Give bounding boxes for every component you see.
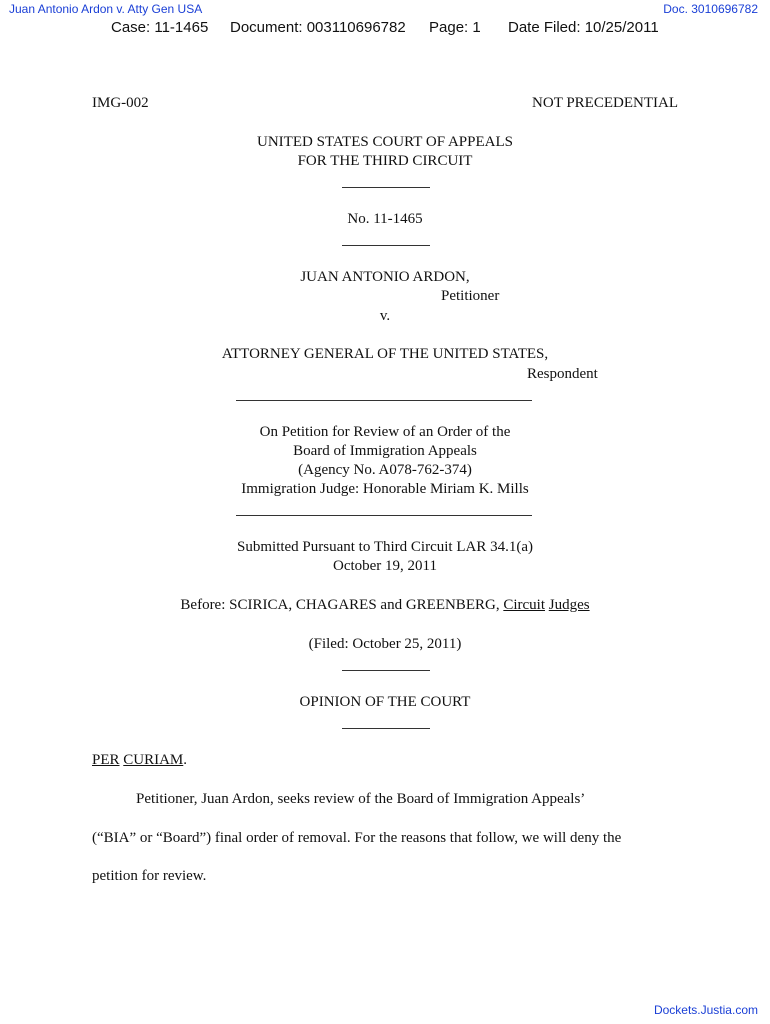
dockets-justia-link[interactable]: Dockets.Justia.com <box>653 1003 758 1017</box>
divider-rule <box>342 187 430 188</box>
date-filed-stamp: Date Filed: 10/25/2011 <box>508 19 659 36</box>
page-stamp: Page: 1 <box>429 19 481 36</box>
document-stamp: Document: 003110696782 <box>230 19 406 36</box>
court-name-line1: UNITED STATES COURT OF APPEALS <box>257 134 513 150</box>
submitted-date: October 19, 2011 <box>332 558 437 574</box>
circuit-word: Circuit <box>503 597 545 613</box>
petitioner-name: JUAN ANTONIO ARDON, <box>300 269 470 285</box>
divider-rule <box>342 670 430 671</box>
divider-rule <box>342 245 430 246</box>
opinion-title: OPINION OF THE COURT <box>299 694 471 710</box>
review-line4: Immigration Judge: Honorable Miriam K. Mills <box>241 481 529 497</box>
doc-number-link[interactable]: Doc. 3010696782 <box>663 2 758 16</box>
per-word: PER <box>92 752 120 768</box>
divider-rule <box>236 515 532 516</box>
judges-word: Judges <box>548 597 590 613</box>
submitted-line1: Submitted Pursuant to Third Circuit LAR 34.1(a) <box>237 539 533 555</box>
case-title-link[interactable]: Juan Antonio Ardon v. Atty Gen USA <box>9 2 203 16</box>
panel-judges <box>0 597 770 614</box>
docket-number: No. 11-1465 <box>347 211 423 227</box>
respondent-role: Respondent <box>527 366 598 382</box>
case-stamp: Case: 11-1465 <box>111 19 209 36</box>
body-line1: Petitioner, Juan Ardon, seeks review of the Board of Immigration Appeals’ <box>136 791 586 807</box>
court-name-line2: FOR THE THIRD CIRCUIT <box>297 153 473 169</box>
body-line3: petition for review. <box>92 868 207 884</box>
divider-rule <box>342 728 430 729</box>
divider-rule <box>236 400 532 401</box>
petitioner-role: Petitioner <box>441 288 500 304</box>
filed-date: (Filed: October 25, 2011) <box>308 636 462 652</box>
per-curiam <box>92 752 187 769</box>
curiam-word: CURIAM <box>123 752 184 768</box>
review-line2: Board of Immigration Appeals <box>293 443 477 459</box>
review-line1: On Petition for Review of an Order of the <box>259 424 511 440</box>
img-id: IMG-002 <box>92 95 149 111</box>
per-curiam-period: . <box>183 752 188 768</box>
precedential-label: NOT PRECEDENTIAL <box>532 95 678 111</box>
panel-judges-names: Before: SCIRICA, CHAGARES and GREENBERG, <box>180 597 504 613</box>
respondent-name: ATTORNEY GENERAL OF THE UNITED STATES, <box>221 346 549 362</box>
versus: v. <box>379 308 391 324</box>
body-line2: (“BIA” or “Board”) final order of removal. For the reasons that follow, we will deny the <box>92 830 622 846</box>
review-line3: (Agency No. A078-762-374) <box>298 462 472 478</box>
